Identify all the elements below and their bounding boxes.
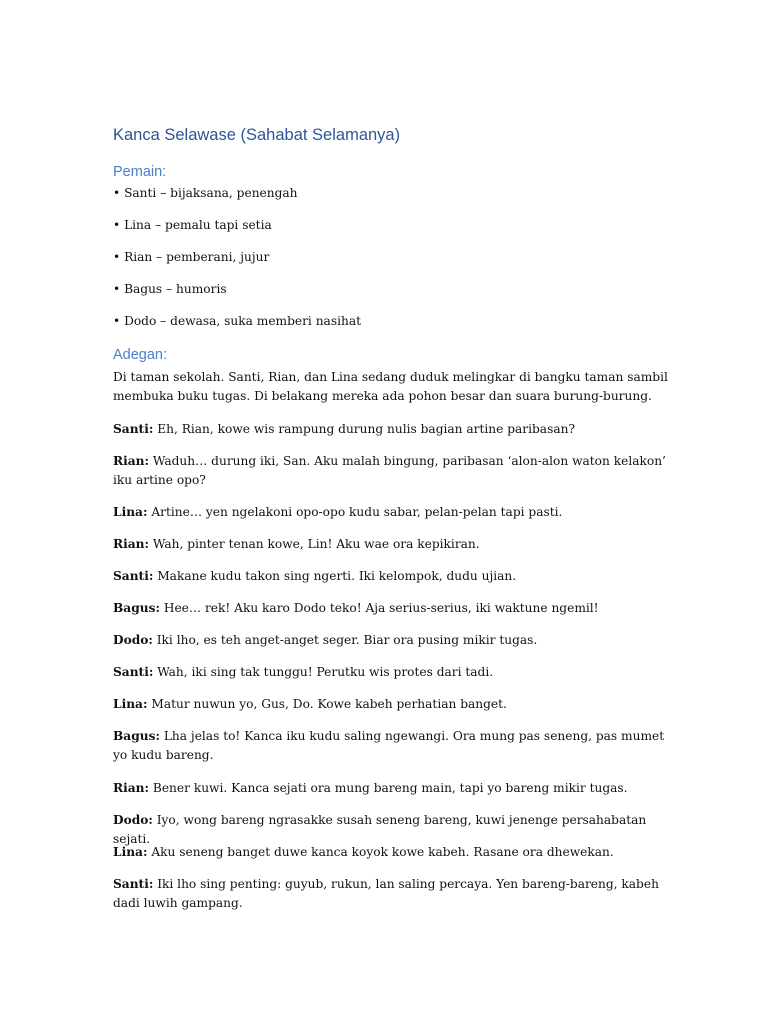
speaker-name: Dodo: xyxy=(113,633,153,647)
speaker-name: Bagus: xyxy=(113,729,160,743)
speaker-name: Bagus: xyxy=(113,601,160,615)
player-item: • Dodo – dewasa, suka memberi nasihat xyxy=(113,314,361,328)
dialogue-line xyxy=(113,727,668,765)
dialogue-text: Eh, Rian, kowe wis rampung durung nulis bagian artine paribasan? xyxy=(153,422,575,436)
speaker-name: Santi: xyxy=(113,877,154,891)
player-item: • Bagus – humoris xyxy=(113,282,227,296)
speaker-name: Lina: xyxy=(113,845,148,859)
dialogue-text: Hee… rek! Aku karo Dodo teko! Aja serius-serius, iki waktune ngemil! xyxy=(159,601,599,615)
dialogue-line xyxy=(113,695,668,714)
dialogue-line xyxy=(113,452,668,490)
dialogue-text: Lha jelas to! Kanca iku kudu saling ngewangi. Ora mung pas seneng, pas mumet yo kudu bareng. xyxy=(113,729,665,762)
player-item: • Lina – pemalu tapi setia xyxy=(113,218,272,232)
speaker-name: Rian: xyxy=(113,781,150,795)
speaker-name: Santi: xyxy=(113,422,154,436)
dialogue-text: Iki lho sing penting: guyub, rukun, lan saling percaya. Yen bareng-bareng, kabeh dadi luwih gampang. xyxy=(113,877,659,910)
dialogue-text: Iyo, wong bareng ngrasakke susah seneng bareng, kuwi jenenge persahabatan sejati. xyxy=(113,813,647,846)
document-title: Kanca Selawase (Sahabat Selamanya) xyxy=(113,126,401,144)
dialogue-text: Wah, iki sing tak tunggu! Perutku wis protes dari tadi. xyxy=(153,665,494,679)
dialogue-text: Makane kudu takon sing ngerti. Iki kelompok, dudu ujian. xyxy=(153,569,517,583)
dialogue-line xyxy=(113,599,668,618)
dialogue-line xyxy=(113,631,668,650)
dialogue-text: Waduh… durung iki, San. Aku malah bingung, paribasan ‘alon-alon waton kelakon’ iku artine opo? xyxy=(113,454,666,487)
dialogue-text: Aku seneng banget duwe kanca koyok kowe kabeh. Rasane ora dhewekan. xyxy=(147,845,614,859)
players-heading: Pemain: xyxy=(113,164,167,180)
dialogue-line xyxy=(113,843,668,862)
speaker-name: Lina: xyxy=(113,697,148,711)
dialogue-line xyxy=(113,567,668,586)
dialogue-line xyxy=(113,875,668,913)
player-item: • Rian – pemberani, jujur xyxy=(113,250,270,264)
dialogue-line xyxy=(113,535,668,554)
dialogue-text: Wah, pinter tenan kowe, Lin! Aku wae ora kepikiran. xyxy=(149,537,480,551)
dialogue-line xyxy=(113,503,668,522)
dialogue-text: Artine… yen ngelakoni opo-opo kudu sabar, pelan-pelan tapi pasti. xyxy=(147,505,563,519)
speaker-name: Santi: xyxy=(113,569,154,583)
speaker-name: Rian: xyxy=(113,537,150,551)
dialogue-line xyxy=(113,663,668,682)
player-item: • Santi – bijaksana, penengah xyxy=(113,186,298,200)
scene-heading: Adegan: xyxy=(113,347,168,363)
scene-description: Di taman sekolah. Santi, Rian, dan Lina sedang duduk melingkar di bangku taman sambil membuka buku tugas. Di belakang mereka ada pohon besar dan suara burung-burung. xyxy=(113,370,668,403)
dialogue-line xyxy=(113,779,668,798)
dialogue-text: Bener kuwi. Kanca sejati ora mung bareng main, tapi yo bareng mikir tugas. xyxy=(149,781,628,795)
dialogue-line xyxy=(113,420,668,439)
speaker-name: Rian: xyxy=(113,454,150,468)
speaker-name: Santi: xyxy=(113,665,154,679)
dialogue-text: Matur nuwun yo, Gus, Do. Kowe kabeh perhatian banget. xyxy=(147,697,507,711)
dialogue-text: Iki lho, es teh anget-anget seger. Biar ora pusing mikir tugas. xyxy=(152,633,538,647)
speaker-name: Dodo: xyxy=(113,813,153,827)
speaker-name: Lina: xyxy=(113,505,148,519)
